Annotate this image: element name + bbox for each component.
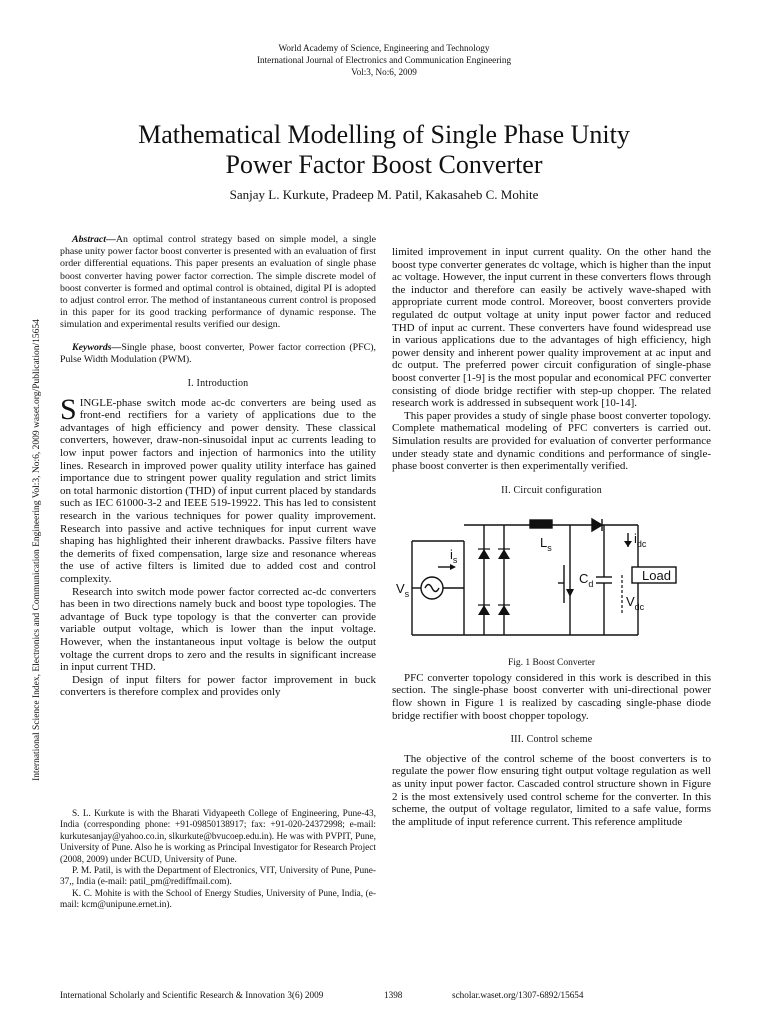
capacitor-label: $C_d$	[579, 571, 594, 590]
abstract-label: Abstract	[72, 234, 107, 245]
title-line-2: Power Factor Boost Converter	[225, 150, 543, 179]
circuit-diagram	[392, 503, 711, 653]
load-label: Load	[642, 568, 671, 584]
page-number: 1398	[384, 990, 403, 1000]
intro-paragraph-2: Research into switch mode power factor corrected ac-dc converters has been in two directions namely buck and boost type topologies. The advantage of Buck type topology is that the converter can provide variable output voltage, which is lower than the input voltage. However, when the instantaneous input voltage is below the output voltage the current drops to zero and the results in significant increase in input current THD.	[60, 585, 376, 674]
header-line-1: World Academy of Science, Engineering and Technology	[278, 43, 490, 53]
intro-paragraph-3: Design of input filters for power factor improvement in buck converters is therefore complex and provides only	[60, 673, 376, 699]
right-paragraph-4: The objective of the control scheme of the boost converters is to regulate the power flow ensuring tight output voltage regulation as well as unity input power factor. Cascaded control structure shown in Figure 2 is the most extensively used control scheme for the converter. In this scheme, the output of voltage regulator, limited to a safe value, forms the amplitude of input reference current. This reference amplitude	[392, 752, 711, 828]
footnote-3: K. C. Mohite is with the School of Energy Studies, University of Pune, India, (e-mail: kcm@unipune.ernet.in).	[60, 888, 376, 911]
keywords: Keywords—Single phase, boost converter, Power factor correction (PFC), Pulse Width Modulation (PWM).	[60, 341, 376, 365]
right-column	[392, 246, 711, 828]
idc-label: $i_{dc}$	[634, 531, 647, 550]
paper-title	[60, 120, 708, 180]
intro-paragraph-1: SINGLE-phase switch mode ac-dc converters are being used as front-end rectifiers for a variety of applications due to the advantages of high efficiency and power density. These classical converters, however, draw-non-sinusoidal input ac currents leading to low input power factors and injection of harmonics into the utility lines. Research in improved power quality utility interface has gained importance due to stringent power quality regulation and strict limits on total harmonic distortion (THD) of input current placed by standards such as IEC 61000-3-2 and IEEE 519-19922. This has led to consistent research in the various techniques for power quality improvement. Research into passive and active techniques for input current wave shaping has highlighted their inherent drawbacks. Passive filters have the demerits of fixed compensation, large size and resonance whereas the use of active filters is limited due to added cost and control complexity.	[60, 392, 376, 585]
footer-left: International Scholarly and Scientific Research & Innovation 3(6) 2009	[60, 990, 324, 1000]
journal-header	[0, 42, 768, 78]
authors: Sanjay L. Kurkute, Pradeep M. Patil, Kakasaheb C. Mohite	[229, 187, 539, 202]
right-paragraph-1: limited improvement in input current quality. On the other hand the boost type converter generates dc voltage, which is higher than the input ac voltage. However, the input current in these converters flows through the inductor and therefore can easily be actively wave-shaped with appropriate current mode control. Moreover, boost converters provide regulated dc output voltage at unity input power factor and reduced THD of input ac current. These converters have found widespread use in various applications due to the advantages of high efficiency, high power density and inherent power quality improvement at ac input and dc output. The preferred power circuit configuration of single-phase boost converter [1-9] is the most popular and economical PFC converter consisting of diode bridge rectifier with step-up chopper. The related research work is addressed in subsequent work [10-14].	[392, 246, 711, 410]
footer-right: scholar.waset.org/1307-6892/15654	[452, 990, 584, 1000]
footnote-2: P. M. Patil, is with the Department of Electronics, VIT, University of Pune, Pune-37,, India (e-mail: patil_pm@rediffmail.com).	[60, 866, 376, 888]
section-1-heading: I. Introduction	[187, 378, 249, 390]
right-paragraph-2: This paper provides a study of single phase boost converter topology. Complete mathematical modeling of PFC converters is carried out. Simulation results are provided for evaluation of converter performance under steady state and dynamic conditions and performance of single-phase boost converter is then experimentally verified.	[392, 409, 711, 473]
keywords-text: Single phase, boost converter, Power factor correction (PFC), Pulse Width Modulation (PWM).	[60, 341, 376, 365]
left-column	[60, 234, 376, 699]
vdc-label: $V_{dc}$	[626, 594, 645, 613]
right-paragraph-3: PFC converter topology considered in this work is described in this section. The single-phase boost converter with uni-directional power flow shown in Figure 1 is realized by cascading single-phase diode bridge rectifier with boost chopper topology.	[392, 671, 711, 722]
footnote-1: S. L. Kurkute is with the Bharati Vidyapeeth College of Engineering, Pune-43, India (corresponding phone: +91-09850138917; fax: +91-020-24372998; e-mail: kurkutesanjay@yahoo.co.in, slkurkute@bvucoep.edu.in). He was with PVPIT, Pune, University of Pune. Also he is working as Principal Investigator for Research Project (2008, 2009) under BCUD, University of Pune.	[60, 809, 376, 865]
boost-converter-figure	[392, 503, 711, 653]
footnotes	[60, 809, 376, 912]
abstract-text: An optimal control strategy based on simple model, a single phase unity power factor boost converter is presented with an evaluation of first order differential equations. This paper presents an evaluation of single phase boost converter having power factor correction. The simple discrete model of boost converter is formed and optimal control is obtained, digital PI is adopted to adjust control error. The method of instantaneous current control is proposed in this paper for its good tracking performance of dynamic response. The simulation and experimental results verified our design.	[60, 234, 376, 331]
inductor-symbol	[530, 520, 552, 528]
header-line-2: International Journal of Electronics and Communication Engineering	[256, 55, 512, 65]
abstract: Abstract—An optimal control strategy based on simple model, a single phase unity power factor boost converter is presented with an evaluation of first order differential equations. This paper presents an evaluation of single phase boost converter having power factor correction. The simple discrete model of boost converter is formed and optimal control is obtained, digital PI is adopted to adjust control error. The method of instantaneous current control is proposed in this paper for its good tracking performance of dynamic response. The simulation and experimental results verified our design.	[60, 234, 376, 331]
is-label: $i_s$	[450, 547, 458, 566]
section-3-heading: III. Control scheme	[510, 734, 593, 746]
dropcap: S	[60, 392, 77, 426]
header-line-3: Vol:3, No:6, 2009	[351, 67, 417, 77]
figure-caption: Fig. 1 Boost Converter	[507, 658, 596, 669]
title-line-1: Mathematical Modelling of Single Phase Unity	[138, 120, 630, 149]
vs-label: $V_s$	[396, 581, 410, 600]
keywords-label: Keywords	[72, 341, 112, 353]
sidebar-citation: International Science Index, Electronics and Communication Engineering Vol:3, No:6, 2009 waset.org/Publication/15654	[32, 319, 42, 781]
inductor-label: $L_s$	[540, 535, 552, 554]
section-2-heading: II. Circuit configuration	[501, 484, 602, 496]
